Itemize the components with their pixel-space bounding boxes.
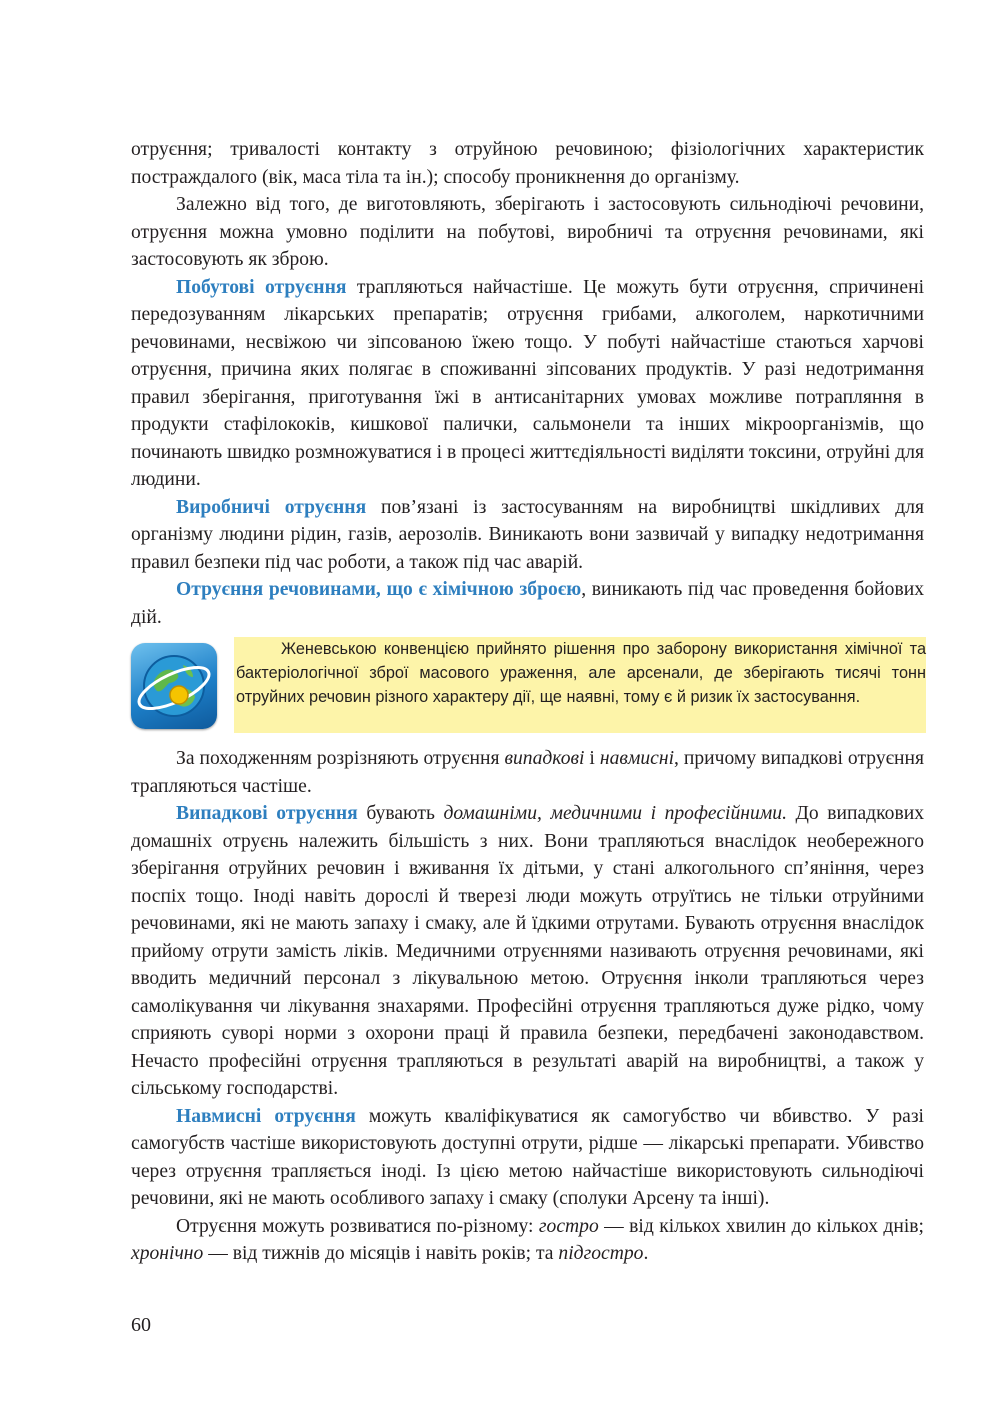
term-household: Побутові отруєння xyxy=(176,276,347,298)
term-intentional: Навмисні отруєння xyxy=(176,1105,356,1127)
term-chemical-weapon: Отруєння речовинами, що є хімічною зброєю xyxy=(176,579,582,600)
paragraph-development: Отруєння можуть розвиватися по-різному: гостро — від кількох хвилин до кількох днів; хронічно — від тижнів до місяців і навіть років; та підгостро. xyxy=(131,1215,924,1264)
page-number: 60 xyxy=(131,1314,151,1336)
term-industrial: Виробничі отруєння xyxy=(176,496,367,518)
paragraph-household: Побутові отруєння трапляються найчастіше. Це можуть бути отруєння, спричинені передозуванням лікарських препаратів; отруєння грибами, алкоголем, наркотичними речовинами, несвіжою чи зіпсованою їжею тощо. У побуті найчастіше стаються харчові отруєння, причина яких полягає в споживанні зіпсованих продуктів. У разі недотримання правил зберігання, приготування їжі в антисанітарних умовах можливе потрапляння в продукти стафілококів, кишкової палички, сальмонели та інших мікроорганізмів, що починають швидко розмножуватися і в процесі життєдіяльності виділяти токсини, отруйні для людини. xyxy=(131,276,925,490)
paragraph-2: Залежно від того, де виготовляють, зберігають і застосовують сильнодіючі речовини, отруєння можна умовно поділити на побутові, виробничі та отруєння речовинами, які застосовують як зброю. xyxy=(131,194,924,270)
paragraph-industrial: Виробничі отруєння пов’язані із застосуванням на виробництві шкідливих для організму людини рідин, газів, аерозолів. Виникають вони зазвичай у випадку недотримання правил безпеки під час роботи, а також під час аварій. xyxy=(131,496,924,573)
info-callout xyxy=(131,637,924,737)
term-accidental: Випадкові отруєння xyxy=(176,803,358,824)
paragraph-accidental: Випадкові отруєння бувають домашніми, медичними і професійними. До випадкових домашніх отруєнь належить більшість з них. Вони трапляються внаслідок необережного зберігання отруйних речовин і вживання їх дітьми, у стані алкогольного сп’яніння, через поспіх тощо. Іноді навіть дорослі й тверезі люди можуть отруїтись не тільки отруйними речовинами, які не мають запаху і смаку, але й їдкими отрутами. Бувають отруєння внаслідок прийому отрути замість ліків. Медичними отруєннями називають отруєння речовинами, які вводить медичний персонал з лікувальною метою. Отруєння інколи трапляються через самолікування чи лікування знахарями. Професійні отруєння трапляються дуже рідко, чому сприяють суворі норми з охорони праці й правила безпеки, передбачені законодавством. Нечасто професійні отруєння трапляються в результаті аварій на виробництві, а також у сільському господарстві. xyxy=(131,803,924,1099)
paragraph-chemical-weapon: Отруєння речовинами, що є хімічною зброєю, виникають під час проведення бойових дій. xyxy=(131,579,924,628)
paragraph-1: отруєння; тривалості контакту з отруйною речовиною; фізіологічних характеристик постраждалого (вік, маса тіла та ін.); способу проникнення до організму. xyxy=(131,139,924,188)
paragraph-intentional: Навмисні отруєння можуть кваліфікуватися як самогубство чи вбивство. У разі самогубств частіше використовують доступні отрути, рідше — лікарські препарати. Убивство через отруєння трапляється іноді. Із цією метою найчастіше використовують сильнодіючі речовини, які не мають особливого запаху і смаку (сполуки Арсену та інші). xyxy=(131,1105,925,1209)
globe-info-icon xyxy=(131,643,217,729)
paragraph-origin: За походженням розрізняють отруєння випадкові і навмисні, причому випадкові отруєння трапляються частіше. xyxy=(131,748,925,797)
main-text xyxy=(131,136,924,1268)
callout-text: Женевською конвенцією прийнято рішення про заборону використання хімічної та бактеріологічної зброї масового ураження, але арсенали, де зберігають тисячі тонн отруйних речовин різного характеру дії, ще наявні, тому є й ризик їх застосування. xyxy=(236,640,926,706)
